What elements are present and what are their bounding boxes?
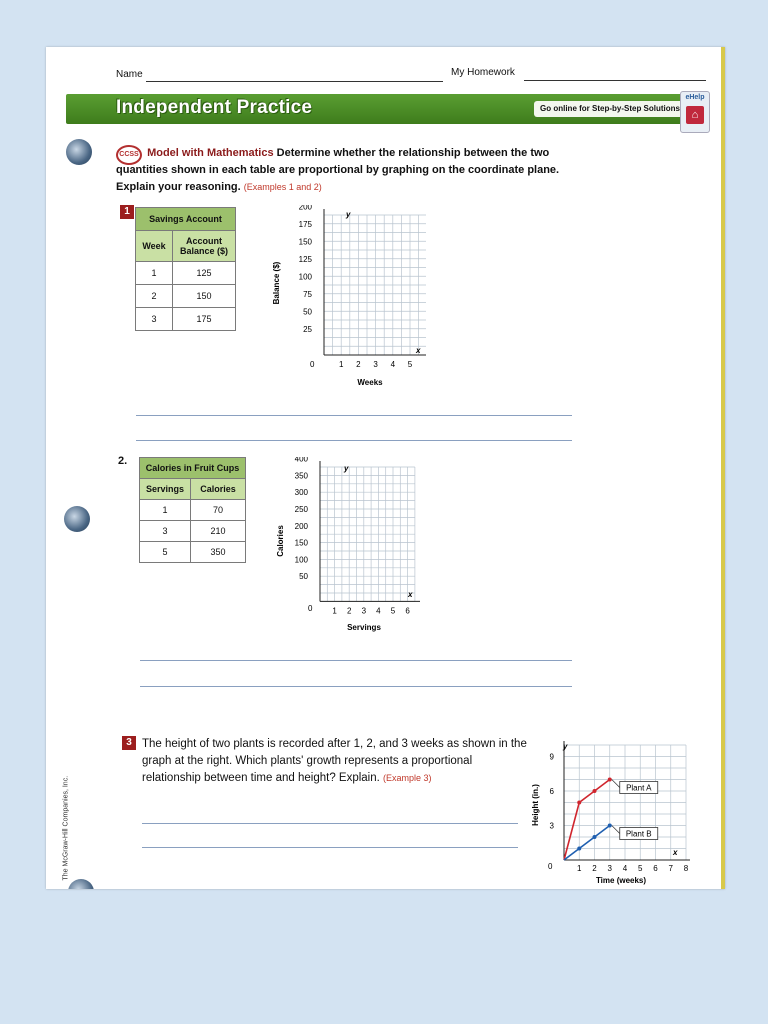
x-tick-label: 1 <box>332 606 337 616</box>
graph-2-yticks <box>295 457 309 581</box>
copyright-notice: The McGraw-Hill Companies, Inc. <box>62 775 70 881</box>
y-tick-label: 150 <box>294 538 308 548</box>
chart-xlabel: Time (weeks) <box>595 876 647 885</box>
table-cell: 1 <box>136 262 173 285</box>
y-tick-label: 9 <box>549 752 554 762</box>
y-tick-label: 350 <box>294 471 308 481</box>
answer-line[interactable] <box>136 440 572 441</box>
chart-series <box>564 778 658 861</box>
x-tick-label: 1 <box>577 864 582 873</box>
page-edge <box>721 47 725 889</box>
y-tick-label: 75 <box>303 289 312 299</box>
graph-2-origin: 0 <box>308 604 313 613</box>
binder-hole-icon <box>66 139 92 165</box>
x-tick-label: 3 <box>607 864 612 873</box>
table-header: Account Balance ($) <box>173 231 236 262</box>
data-point <box>608 824 612 828</box>
table-title: Calories in Fruit Cups <box>140 458 246 479</box>
table-header: Week <box>136 231 173 262</box>
y-tick-label: 250 <box>294 505 308 514</box>
x-tick-label: 4 <box>622 864 628 873</box>
graph-1-x-var: x <box>416 346 421 355</box>
graph-1-y-var: y <box>346 210 351 219</box>
chart-y-var: y <box>563 742 568 751</box>
series-label: Plant B <box>625 829 652 839</box>
series-line-plant-b <box>564 826 610 861</box>
graph-1-xlabel: Weeks <box>357 378 383 387</box>
section-title: Independent Practice <box>116 97 313 118</box>
callout-line <box>612 780 620 788</box>
intro-text: Determine whether the relationship between the two quantities shown in each table are proportional by graphing on the coordinate plane. Explain your reasoning. <box>116 147 560 193</box>
data-point <box>593 789 597 793</box>
y-tick-label: 150 <box>298 237 312 247</box>
graph-2-xticks <box>332 606 410 615</box>
section-banner <box>66 94 706 124</box>
table-cell: 210 <box>191 521 246 542</box>
graph-1-ylabel: Balance ($) <box>272 261 281 305</box>
x-tick-label: 6 <box>405 606 410 616</box>
y-tick-label: 100 <box>298 272 312 282</box>
plant-growth-chart <box>526 735 691 887</box>
x-tick-label: 2 <box>346 606 352 616</box>
problem-3-question: The height of two plants is recorded after 1, 2, and 3 weeks as shown in the graph at the right. Which plants' growth represents a proportional relationship between time and height? Explain. <box>142 738 527 784</box>
y-tick-label: 175 <box>298 219 312 229</box>
answer-line[interactable] <box>136 415 572 416</box>
x-tick-label: 5 <box>407 360 413 369</box>
table-cell: 5 <box>140 542 191 563</box>
name-line[interactable] <box>146 81 443 82</box>
answer-line[interactable] <box>140 686 572 687</box>
answer-line[interactable] <box>140 660 572 661</box>
y-tick-label: 125 <box>298 254 312 264</box>
x-tick-label: 4 <box>376 606 381 616</box>
table-title: Savings Account <box>136 208 236 231</box>
binder-hole-icon <box>68 879 94 889</box>
graph-1[interactable] <box>266 205 426 390</box>
ehelp-button[interactable] <box>680 91 710 133</box>
graph-2-xlabel: Servings <box>347 623 381 632</box>
graph-2-y-var: y <box>344 464 349 473</box>
table-cell: 3 <box>136 308 173 331</box>
ehelp-label: eHelp <box>685 94 705 101</box>
table-cell: 3 <box>140 521 191 542</box>
y-tick-label: 3 <box>549 821 554 831</box>
table-cell: 350 <box>191 542 246 563</box>
x-tick-label: 2 <box>592 864 597 873</box>
y-tick-label: 25 <box>303 324 312 334</box>
data-point <box>593 835 597 839</box>
ccss-badge: CCSS <box>116 145 142 165</box>
graph-1-grid <box>324 209 426 355</box>
answer-line[interactable] <box>142 823 518 824</box>
problem-3-example: (Example 3) <box>383 773 432 783</box>
y-tick-label: 200 <box>298 205 312 212</box>
problem-2-number: 2. <box>118 455 128 467</box>
graph-1-xticks <box>339 360 413 369</box>
problem-1-number: 1 <box>120 205 134 219</box>
problem-3-text <box>142 736 532 787</box>
x-tick-label: 6 <box>653 864 658 873</box>
graph-1-yticks <box>299 205 313 334</box>
homework-line[interactable] <box>524 80 706 81</box>
graph-2-ylabel: Calories <box>276 525 285 557</box>
graph-1-origin: 0 <box>310 360 315 369</box>
home-icon: ⌂ <box>686 106 704 124</box>
graph-2[interactable] <box>270 457 420 637</box>
graph-2-grid <box>320 461 420 601</box>
table-cell: 2 <box>136 285 173 308</box>
answer-line[interactable] <box>142 847 518 848</box>
data-point <box>577 801 581 805</box>
x-tick-label: 2 <box>356 360 361 369</box>
intro-instructions <box>116 145 586 196</box>
y-tick-label: 300 <box>294 488 308 498</box>
intro-examples: (Examples 1 and 2) <box>243 182 322 192</box>
y-tick-label: 50 <box>299 572 308 582</box>
chart-ylabel: Height (in.) <box>531 784 540 826</box>
binder-hole-icon <box>64 506 90 532</box>
x-tick-label: 3 <box>361 606 367 616</box>
fruit-cups-table <box>139 457 246 563</box>
table-cell: 150 <box>173 285 236 308</box>
series-line-plant-a <box>564 780 610 861</box>
table-header: Servings <box>140 479 191 500</box>
data-point <box>608 778 612 782</box>
x-tick-label: 8 <box>683 864 689 873</box>
problem-3-number: 3 <box>122 736 136 750</box>
y-tick-label: 6 <box>549 787 554 796</box>
homework-label: My Homework <box>451 67 515 78</box>
series-label: Plant A <box>626 783 652 793</box>
name-label: Name <box>116 69 143 80</box>
y-tick-label: 100 <box>294 555 308 565</box>
y-tick-label: 400 <box>294 457 308 464</box>
x-tick-label: 5 <box>638 864 643 873</box>
x-tick-label: 7 <box>668 864 673 873</box>
x-tick-label: 1 <box>338 360 344 369</box>
practice-name: Model with Mathematics <box>147 147 274 159</box>
x-tick-label: 4 <box>390 360 396 369</box>
worksheet-page <box>46 47 725 889</box>
graph-2-x-var: x <box>408 590 413 599</box>
savings-table <box>135 207 236 331</box>
table-cell: 1 <box>140 500 191 521</box>
y-tick-label: 50 <box>303 307 312 317</box>
table-cell: 125 <box>173 262 236 285</box>
table-header: Calories <box>191 479 246 500</box>
chart-origin: 0 <box>548 862 553 871</box>
table-cell: 70 <box>191 500 246 521</box>
chart-x-var: x <box>673 848 678 857</box>
data-point <box>577 847 581 851</box>
x-tick-label: 3 <box>373 360 378 369</box>
y-tick-label: 200 <box>294 521 308 531</box>
x-tick-label: 5 <box>390 606 396 616</box>
table-cell: 175 <box>173 308 236 331</box>
callout-line <box>612 826 620 834</box>
online-solutions-link[interactable]: Go online for Step-by-Step Solutions <box>534 101 686 117</box>
